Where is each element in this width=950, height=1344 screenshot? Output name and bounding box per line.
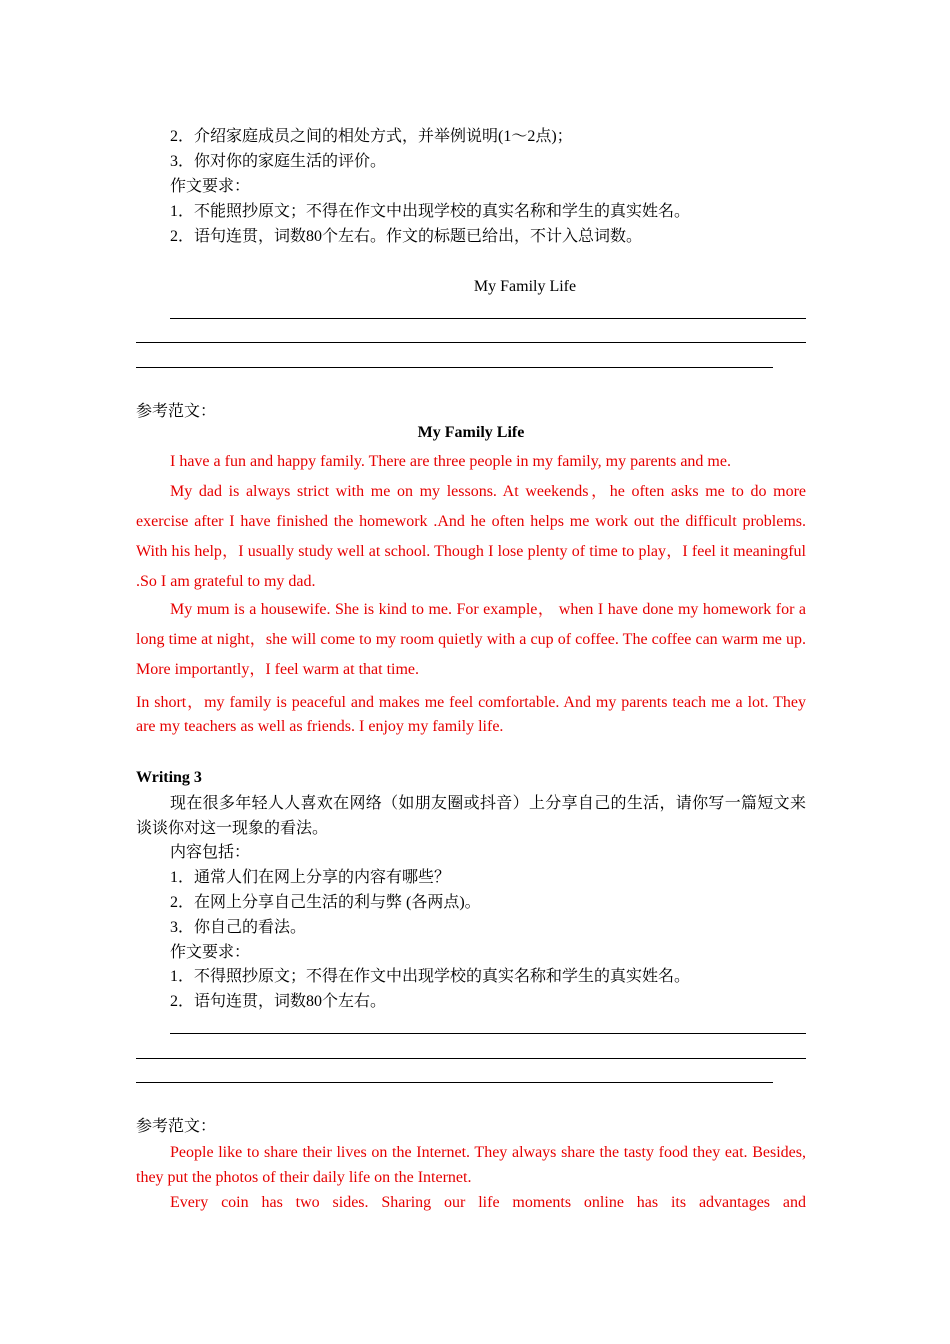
sample-title: My Family Life — [417, 424, 525, 441]
content-item-2: 2．在网上分享自己生活的利与弊 (各两点)。 — [170, 894, 481, 911]
content-heading: 内容包括： — [170, 844, 251, 861]
answer-line — [136, 367, 773, 368]
requirement-1: 1．不得照抄原文；不得在作文中出现学校的真实名称和学生的真实姓名。 — [170, 968, 691, 985]
answer-line — [136, 342, 806, 343]
requirements-heading: 作文要求： — [170, 944, 251, 961]
requirement-2: 2．语句连贯，词数80个左右。作文的标题已给出，不计入总词数。 — [170, 228, 643, 245]
sample-paragraph-1: I have a fun and happy family. There are three people in my family, my parents and me. — [170, 453, 731, 470]
answer-line — [170, 318, 806, 319]
sample-paragraph-2: My dad is always strict with me on my lessons. At weekends，he often asks me to do more exercise after I have finished the homework .And he often helps me work out the difficult problems. With his help，I usually study well at school. Though I lose plenty of time to play，I feel it meaningful .So I am grateful to my dad. — [136, 483, 807, 590]
section-heading: Writing 3 — [136, 769, 202, 786]
requirements-heading: 作文要求： — [170, 178, 251, 195]
answer-line — [136, 1082, 773, 1083]
essay-title: My Family Life — [473, 278, 577, 295]
sample-paragraph-4: In short，my family is peaceful and makes me feel comfortable. And my parents teach me a lot. They are my teachers as well as friends. I enjoy my family life. — [136, 694, 806, 735]
content-item-3: 3．你自己的看法。 — [170, 919, 307, 936]
sample-paragraph-3: My mum is a housewife. She is kind to me. For example， when I have done my homework for a long time at night，she will come to my room quietly with a cup of coffee. The coffee can warm me up. More importantly，I feel warm at that time. — [136, 601, 806, 678]
sample-label: 参考范文： — [136, 1118, 217, 1135]
writing-prompt: 现在很多年轻人人喜欢在网络（如朋友圈或抖音）上分享自己的生活，请你写一篇短文来谈谈你对这一现象的看法。 — [136, 795, 806, 837]
answer-line — [170, 1033, 806, 1034]
requirement-2: 2．语句连贯，词数80个左右。 — [170, 993, 387, 1010]
sample-paragraph-2: Every coin has two sides. Sharing our life moments online has its advantages and — [170, 1194, 806, 1211]
sample-label: 参考范文： — [136, 403, 217, 420]
content-item-3: 3．你对你的家庭生活的评价。 — [170, 153, 387, 170]
requirement-1: 1．不能照抄原文；不得在作文中出现学校的真实名称和学生的真实姓名。 — [170, 203, 691, 220]
content-item-2: 2．介绍家庭成员之间的相处方式，并举例说明(1～2点)； — [170, 128, 573, 145]
answer-line — [136, 1058, 806, 1059]
sample-paragraph-1: People like to share their lives on the Internet. They always share the tasty food they eat. Besides, they put the photos of their daily life on the Internet. — [136, 1144, 806, 1186]
content-item-1: 1．通常人们在网上分享的内容有哪些？ — [170, 869, 451, 886]
